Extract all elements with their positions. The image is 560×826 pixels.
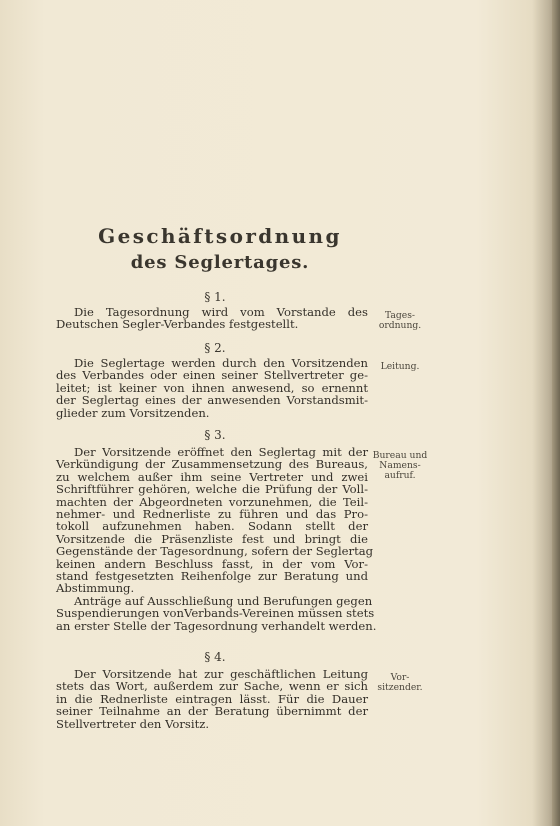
margin-note-line: Vor- bbox=[390, 672, 410, 683]
margin-note-line: aufruf. bbox=[384, 470, 416, 481]
text-line: seiner Teilnahme an der Beratung übernimmt der bbox=[56, 704, 368, 719]
text-line: Die Tagesordnung wird vom Vorstande des bbox=[74, 305, 368, 319]
page-binding-edge bbox=[552, 0, 560, 826]
margin-note-line: Namens- bbox=[379, 460, 421, 471]
text-line: Anträge auf Ausschließung und Berufungen gegen bbox=[74, 593, 373, 608]
section-3-heading: § 3. bbox=[204, 428, 226, 442]
margin-note-line: sitzender. bbox=[377, 682, 423, 693]
margin-note-tagesordnung bbox=[368, 311, 432, 331]
text-line: Schriftführer gehören, welche die Prüfung der Voll- bbox=[56, 482, 368, 497]
text-line: Vorsitzende die Präsenzliste fest und bringt die bbox=[56, 531, 368, 546]
text-line: Abstimmung. bbox=[56, 581, 135, 596]
text-line: zu welchem außer ihm seine Vertreter und zwei bbox=[56, 469, 368, 484]
text-line: glieder zum Vorsitzenden. bbox=[56, 405, 210, 420]
document-subtitle: des Seglertages. bbox=[130, 252, 310, 273]
section-4-text bbox=[56, 668, 368, 730]
text-line: Deutschen Segler-Verbandes festgestellt. bbox=[56, 317, 299, 332]
text-line: Stellvertreter den Vorsitz. bbox=[56, 716, 210, 731]
text-line: tokoll aufzunehmen haben. Sodann stellt der bbox=[56, 519, 368, 534]
text-line: in die Rednerliste eintragen lässt. Für die Dauer bbox=[56, 691, 368, 706]
text-line: der Seglertag eines der anwesenden Vorstandsmit- bbox=[56, 393, 368, 408]
margin-note-vorsitzender bbox=[368, 673, 432, 693]
text-line: Die Seglertage werden durch den Vorsitzenden bbox=[74, 356, 368, 370]
text-line: stets das Wort, außerdem zur Sache, wenn er sich bbox=[56, 679, 368, 694]
text-line: Der Vorsitzende eröffnet den Seglertag mit der bbox=[74, 445, 368, 459]
text-line: an erster Stelle der Tagesordnung verhandelt werden. bbox=[56, 618, 377, 633]
text-line: Gegenstände der Tagesordnung, sofern der Seglertag bbox=[56, 544, 374, 559]
text-line: Verkündigung der Zusammensetzung des Bureaus, bbox=[56, 457, 368, 472]
section-2-heading: § 2. bbox=[204, 341, 226, 355]
text-line: des Verbandes oder einen seiner Stellvertreter ge- bbox=[56, 368, 368, 383]
margin-note-bureau bbox=[368, 451, 432, 481]
margin-note-line: ordnung. bbox=[378, 320, 422, 331]
section-3-text bbox=[56, 445, 377, 633]
text-line: keinen andern Beschluss fasst, in der vom Vor- bbox=[56, 556, 368, 571]
margin-note-line: Leitung. bbox=[380, 361, 420, 372]
section-4-heading: § 4. bbox=[204, 650, 226, 664]
text-line: Der Vorsitzende hat zur geschäftlichen Leitung bbox=[74, 667, 368, 681]
section-2-text bbox=[56, 357, 368, 419]
text-line: machten der Abgeordneten vorzunehmen, die Teil- bbox=[56, 494, 368, 509]
text-line: stand festgesetzten Reihenfolge zur Beratung und bbox=[56, 569, 368, 584]
document-title: Geschäftsordnung bbox=[98, 224, 342, 248]
text-line: leitet; ist keiner von ihnen anwesend, so ernennt bbox=[56, 380, 368, 395]
text-line: Suspendierungen vonVerbands-Vereinen müssen stets bbox=[56, 606, 375, 621]
margin-note-leitung bbox=[368, 362, 432, 372]
section-1-heading: § 1. bbox=[204, 290, 226, 304]
section-1-text bbox=[56, 306, 368, 331]
margin-note-line: Bureau und bbox=[372, 450, 428, 461]
margin-note-line: Tages- bbox=[384, 310, 416, 321]
text-line: nehmer- und Rednerliste zu führen und das Pro- bbox=[56, 507, 368, 522]
